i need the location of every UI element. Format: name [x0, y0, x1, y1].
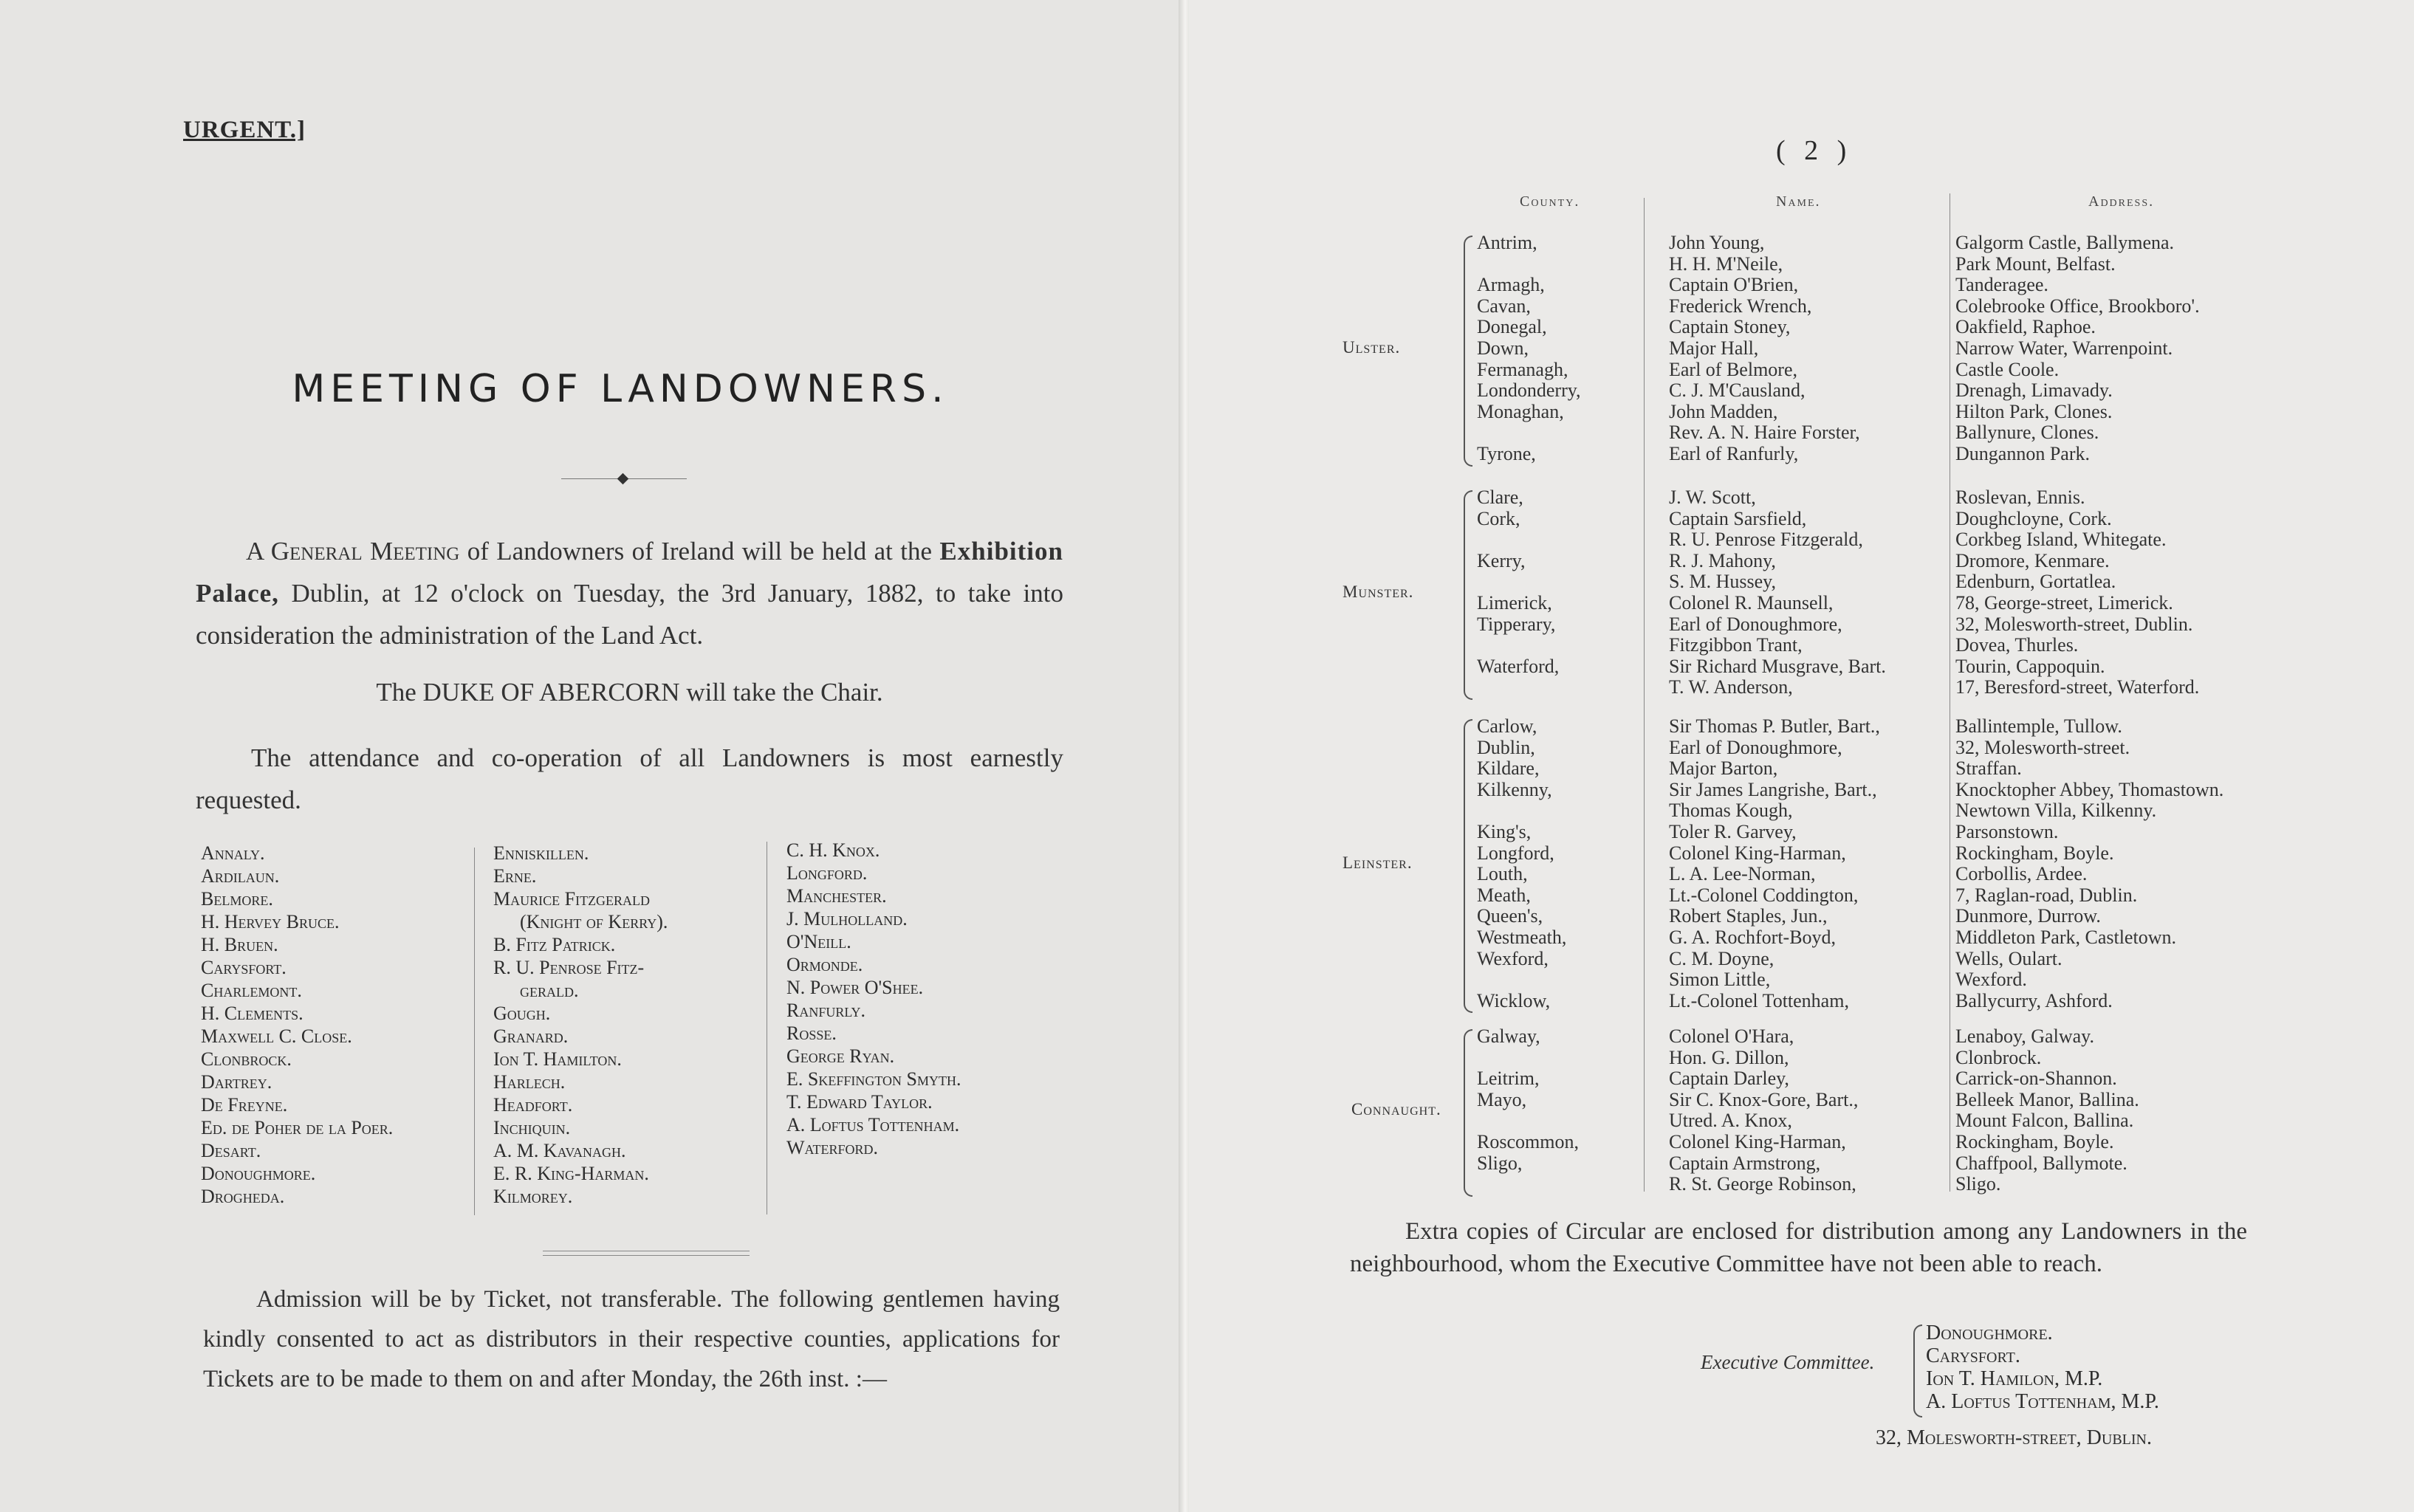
- signatory-name: Ormonde.: [786, 954, 863, 975]
- name-cell: Rev. A. N. Haire Forster,: [1669, 422, 1860, 444]
- county-cell: Louth,: [1477, 863, 1528, 885]
- name-cell: R. U. Penrose Fitzgerald,: [1669, 529, 1863, 551]
- name-cell: Earl of Donoughmore,: [1669, 736, 1842, 758]
- name-cell: Lt.-Colonel Coddington,: [1669, 884, 1859, 906]
- address-cell: Ballynure, Clones.: [1955, 422, 2099, 444]
- county-cell: Kilkenny,: [1477, 778, 1552, 800]
- signatory-name: N. Power O'Shee.: [786, 977, 924, 998]
- signatory-name: gerald.: [520, 980, 579, 1001]
- county-cell: Leitrim,: [1477, 1068, 1540, 1090]
- signatory-name: E. R. King-Harman.: [493, 1163, 649, 1184]
- name-cell: Captain O'Brien,: [1669, 274, 1799, 296]
- signatory-name: (Knight of Kerry).: [520, 911, 668, 932]
- name-cell: Frederick Wrench,: [1669, 295, 1812, 317]
- province-brace: [1464, 236, 1472, 467]
- name-cell: Colonel King-Harman,: [1669, 1131, 1846, 1152]
- meeting-text-2: Dublin, at 12 o'clock on Tuesday, the 3rd January, 1882, to take into consideration the administration of the Land Act.: [196, 579, 1063, 650]
- county-cell: Antrim,: [1477, 232, 1537, 253]
- county-cell: Donegal,: [1477, 316, 1547, 338]
- county-cell: King's,: [1477, 821, 1532, 842]
- signatory-name: Gough.: [493, 1003, 551, 1024]
- column-divider: [474, 848, 475, 1215]
- signatory-name: Harlech.: [493, 1071, 566, 1093]
- county-cell: Wicklow,: [1477, 989, 1551, 1011]
- name-cell: Captain Stoney,: [1669, 316, 1791, 338]
- address-cell: Newtown Villa, Kilkenny.: [1955, 800, 2157, 822]
- signatories-column-2: [493, 842, 668, 1208]
- name-cell: Utred. A. Knox,: [1669, 1110, 1792, 1132]
- section-divider: [543, 1255, 750, 1256]
- brace: [1913, 1324, 1922, 1418]
- signatory-name: Belmore.: [201, 888, 273, 910]
- extra-copies-text: Extra copies of Circular are enclosed for distribution among any Landowners in the neighbourhood, whom the Executive Committee have not been able to reach.: [1350, 1218, 2247, 1277]
- signatory-name: Inchiquin.: [493, 1117, 571, 1138]
- committee-member: A. Loftus Tottenham, M.P.: [1926, 1390, 2159, 1413]
- signatory-name: Maurice Fitzgerald: [493, 888, 651, 910]
- extra-copies-notice: [1350, 1215, 2247, 1280]
- chair-notice: The DUKE OF ABERCORN will take the Chair.: [376, 678, 883, 707]
- address-cell: Rockingham, Boyle.: [1955, 842, 2114, 864]
- signatory-name: B. Fitz Patrick.: [493, 934, 616, 955]
- committee-member: Carysfort.: [1926, 1344, 2020, 1367]
- committee-member: Ion T. Hamilon, M.P.: [1926, 1367, 2103, 1390]
- county-cell: Monaghan,: [1477, 400, 1564, 422]
- signatory-name: Drogheda.: [201, 1186, 285, 1207]
- address-cell: Dunmore, Durrow.: [1955, 905, 2101, 927]
- meeting-text-1: of Landowners of Ireland will be held at the: [459, 537, 940, 566]
- address-cell: Corkbeg Island, Whitegate.: [1955, 529, 2167, 551]
- address-cell: Park Mount, Belfast.: [1955, 252, 2116, 275]
- signatories-column-1: [201, 842, 393, 1208]
- address-cell: Sligo.: [1955, 1173, 2001, 1195]
- county-cell: Waterford,: [1477, 655, 1560, 677]
- signatory-name: Clonbrock.: [201, 1048, 292, 1070]
- address-cell: 32, Molesworth-street.: [1955, 736, 2130, 758]
- address-cell: Dovea, Thurles.: [1955, 634, 2079, 656]
- county-cell: Queen's,: [1477, 905, 1543, 927]
- address-cell: Straffan.: [1955, 757, 2022, 780]
- name-cell: John Madden,: [1669, 400, 1778, 422]
- county-cell: Westmeath,: [1477, 927, 1567, 948]
- address-cell: Mount Falcon, Ballina.: [1955, 1110, 2134, 1132]
- admission-text: Admission will be by Ticket, not transferable. The following gentlemen having kindly consented to act as distributors in their respective counties, applications for Tickets are to be made to them on and after Monday, the 26th inst. :—: [203, 1286, 1060, 1392]
- signatory-name: Ion T. Hamilton.: [493, 1048, 622, 1070]
- name-cell: Colonel O'Hara,: [1669, 1025, 1794, 1047]
- signatory-name: Granard.: [493, 1025, 569, 1047]
- county-cell: Clare,: [1477, 487, 1523, 508]
- signatory-name: Donoughmore.: [201, 1163, 316, 1184]
- county-cell: Cavan,: [1477, 295, 1531, 317]
- signatory-name: Enniskillen.: [493, 842, 589, 864]
- signatory-name: Waterford.: [786, 1137, 879, 1158]
- name-cell: T. W. Anderson,: [1669, 676, 1793, 698]
- address-cell: Clonbrock.: [1955, 1046, 2042, 1068]
- signatory-name: T. Edward Taylor.: [786, 1091, 933, 1113]
- name-cell: Lt.-Colonel Tottenham,: [1669, 989, 1849, 1011]
- county-cell: Armagh,: [1477, 274, 1545, 296]
- column-divider: [1644, 198, 1645, 1192]
- address-cell: Carrick-on-Shannon.: [1955, 1068, 2117, 1090]
- name-cell: Sir C. Knox-Gore, Bart.,: [1669, 1088, 1859, 1110]
- signatory-name: H. Clements.: [201, 1003, 304, 1024]
- title-ornament: [561, 474, 687, 484]
- name-cell: Earl of Belmore,: [1669, 358, 1797, 380]
- signatory-name: Dartrey.: [201, 1071, 272, 1093]
- signatory-name: Headfort.: [493, 1094, 573, 1116]
- address-cell: Middleton Park, Castletown.: [1955, 927, 2176, 948]
- address-cell: Castle Coole.: [1955, 358, 2060, 380]
- address-cell: Ballintemple, Tullow.: [1955, 715, 2122, 737]
- signatory-name: Carysfort.: [201, 957, 287, 978]
- admission-notice: [203, 1279, 1060, 1399]
- address-cell: Hilton Park, Clones.: [1955, 400, 2113, 422]
- address-cell: Ballycurry, Ashford.: [1955, 989, 2113, 1011]
- name-cell: Captain Darley,: [1669, 1068, 1789, 1090]
- county-cell: Galway,: [1477, 1025, 1540, 1047]
- signatory-name: Ardilaun.: [201, 865, 280, 887]
- county-cell: Kerry,: [1477, 549, 1526, 571]
- address-cell: Chaffpool, Ballymote.: [1955, 1152, 2127, 1174]
- address-cell: Colebrooke Office, Brookboro'.: [1955, 295, 2200, 317]
- province-label: Ulster.: [1343, 338, 1401, 357]
- name-cell: Colonel R. Maunsell,: [1669, 592, 1834, 614]
- signatory-name: De Freyne.: [201, 1094, 288, 1116]
- name-cell: Captain Armstrong,: [1669, 1152, 1821, 1174]
- executive-committee-members: [1926, 1322, 2159, 1413]
- signatory-name: Annaly.: [201, 842, 265, 864]
- name-cell: H. H. M'Neile,: [1669, 252, 1783, 275]
- name-cell: C. J. M'Causland,: [1669, 379, 1806, 402]
- name-cell: Robert Staples, Jun.,: [1669, 905, 1828, 927]
- address-cell: Corbollis, Ardee.: [1955, 863, 2088, 885]
- address-cell: Tanderagee.: [1955, 274, 2048, 296]
- page-number: ( 2 ): [1776, 135, 1853, 166]
- county-cell: Fermanagh,: [1477, 358, 1568, 380]
- province-label: Connaught.: [1351, 1100, 1441, 1119]
- county-cell: Longford,: [1477, 842, 1554, 864]
- address-cell: Wells, Oulart.: [1955, 947, 2062, 969]
- address-cell: Parsonstown.: [1955, 821, 2059, 842]
- county-cell: Down,: [1477, 337, 1529, 359]
- name-cell: Earl of Donoughmore,: [1669, 613, 1842, 635]
- signatory-name: Ed. de Poher de la Poer.: [201, 1117, 394, 1138]
- name-cell: Sir Richard Musgrave, Bart.: [1669, 655, 1886, 677]
- name-cell: John Young,: [1669, 232, 1765, 253]
- name-cell: Major Hall,: [1669, 337, 1759, 359]
- committee-member: Donoughmore.: [1926, 1322, 2053, 1344]
- header-address: Address.: [2088, 193, 2155, 210]
- province-brace: [1464, 490, 1472, 700]
- address-cell: 32, Molesworth-street, Dublin.: [1955, 613, 2193, 635]
- signatory-name: Charlemont.: [201, 980, 302, 1001]
- name-cell: Earl of Ranfurly,: [1669, 443, 1799, 464]
- name-cell: R. J. Mahony,: [1669, 549, 1776, 571]
- address-cell: Rockingham, Boyle.: [1955, 1131, 2114, 1152]
- header-county: County.: [1520, 193, 1580, 210]
- executive-committee-label: Executive Committee.: [1701, 1351, 1875, 1373]
- county-cell: Cork,: [1477, 507, 1520, 529]
- name-cell: G. A. Rochfort-Boyd,: [1669, 927, 1837, 948]
- name-cell: Captain Sarsfield,: [1669, 507, 1807, 529]
- signatory-name: E. Skeffington Smyth.: [786, 1068, 961, 1090]
- county-cell: Tipperary,: [1477, 613, 1556, 635]
- meeting-lead: A General Meeting: [246, 537, 460, 566]
- name-cell: Sir James Langrishe, Bart.,: [1669, 778, 1877, 800]
- address-cell: Narrow Water, Warrenpoint.: [1955, 337, 2173, 359]
- signatory-name: Rosse.: [786, 1023, 837, 1044]
- address-cell: Roslevan, Ennis.: [1955, 487, 2085, 508]
- signatories-column-3: [786, 839, 961, 1159]
- name-cell: L. A. Lee-Norman,: [1669, 863, 1816, 885]
- county-cell: Tyrone,: [1477, 443, 1536, 464]
- signatory-name: J. Mulholland.: [786, 908, 908, 929]
- meeting-announcement: [196, 530, 1063, 656]
- address-cell: 17, Beresford-street, Waterford.: [1955, 676, 2200, 698]
- name-cell: Major Barton,: [1669, 757, 1778, 780]
- header-name: Name.: [1776, 193, 1821, 210]
- county-cell: Dublin,: [1477, 736, 1535, 758]
- signatory-name: Longford.: [786, 862, 868, 884]
- address-cell: 7, Raglan-road, Dublin.: [1955, 884, 2138, 906]
- signatory-name: Kilmorey.: [493, 1186, 573, 1207]
- signatory-name: R. U. Penrose Fitz-: [493, 957, 645, 978]
- county-cell: Roscommon,: [1477, 1131, 1579, 1152]
- name-cell: Sir Thomas P. Butler, Bart.,: [1669, 715, 1880, 737]
- signatory-name: O'Neill.: [786, 931, 851, 952]
- county-cell: Limerick,: [1477, 592, 1552, 614]
- page-title: MEETING OF LANDOWNERS.: [292, 367, 949, 411]
- address-cell: Tourin, Cappoquin.: [1955, 655, 2105, 677]
- county-cell: Sligo,: [1477, 1152, 1523, 1174]
- county-cell: Wexford,: [1477, 947, 1549, 969]
- name-cell: Toler R. Garvey,: [1669, 821, 1797, 842]
- urgent-label: URGENT.]: [183, 117, 306, 143]
- province-label: Munster.: [1343, 583, 1414, 601]
- signatory-name: A. Loftus Tottenham.: [786, 1114, 960, 1135]
- county-cell: Meath,: [1477, 884, 1531, 906]
- address-cell: Belleek Manor, Ballina.: [1955, 1088, 2139, 1110]
- name-cell: C. M. Doyne,: [1669, 947, 1775, 969]
- committee-address: 32, Molesworth-street, Dublin.: [1876, 1426, 2152, 1449]
- name-cell: R. St. George Robinson,: [1669, 1173, 1856, 1195]
- signatory-name: Maxwell C. Close.: [201, 1025, 352, 1047]
- address-cell: Oakfield, Raphoe.: [1955, 316, 2096, 338]
- signatory-name: Erne.: [493, 865, 537, 887]
- name-cell: Hon. G. Dillon,: [1669, 1046, 1789, 1068]
- address-cell: Edenburn, Gortatlea.: [1955, 571, 2116, 593]
- address-cell: Dungannon Park.: [1955, 443, 2090, 464]
- address-cell: Lenaboy, Galway.: [1955, 1025, 2094, 1047]
- attendance-request: The attendance and co-operation of all Landowners is most earnestly requested.: [196, 743, 1063, 814]
- county-cell: Londonderry,: [1477, 379, 1581, 402]
- name-cell: Simon Little,: [1669, 969, 1771, 991]
- signatory-name: Ranfurly.: [786, 1000, 866, 1021]
- province-label: Leinster.: [1343, 853, 1413, 873]
- address-cell: Galgorm Castle, Ballymena.: [1955, 232, 2175, 253]
- address-cell: Doughcloyne, Cork.: [1955, 507, 2112, 529]
- county-cell: Carlow,: [1477, 715, 1537, 737]
- name-cell: J. W. Scott,: [1669, 487, 1756, 508]
- province-brace: [1464, 719, 1472, 1013]
- name-cell: S. M. Hussey,: [1669, 571, 1776, 593]
- signatory-name: Manchester.: [786, 885, 887, 907]
- signatory-name: C. H. Knox.: [786, 839, 880, 861]
- name-cell: Thomas Kough,: [1669, 800, 1793, 822]
- name-cell: Fitzgibbon Trant,: [1669, 634, 1803, 656]
- province-brace: [1464, 1029, 1472, 1197]
- address-cell: Drenagh, Limavady.: [1955, 379, 2113, 402]
- county-cell: Kildare,: [1477, 757, 1540, 780]
- signatory-name: A. M. Kavanagh.: [493, 1140, 626, 1161]
- address-cell: Dromore, Kenmare.: [1955, 549, 2110, 571]
- county-cell: Mayo,: [1477, 1088, 1527, 1110]
- signatory-name: H. Hervey Bruce.: [201, 911, 340, 932]
- signatory-name: Desart.: [201, 1140, 261, 1161]
- signatory-name: H. Bruen.: [201, 934, 278, 955]
- meeting-venue: Exhibition Palace,: [196, 537, 1063, 608]
- address-cell: 78, George-street, Limerick.: [1955, 592, 2173, 614]
- name-cell: Colonel King-Harman,: [1669, 842, 1846, 864]
- signatory-name: George Ryan.: [786, 1045, 895, 1067]
- address-cell: Wexford.: [1955, 969, 2027, 991]
- address-cell: Knocktopher Abbey, Thomastown.: [1955, 778, 2224, 800]
